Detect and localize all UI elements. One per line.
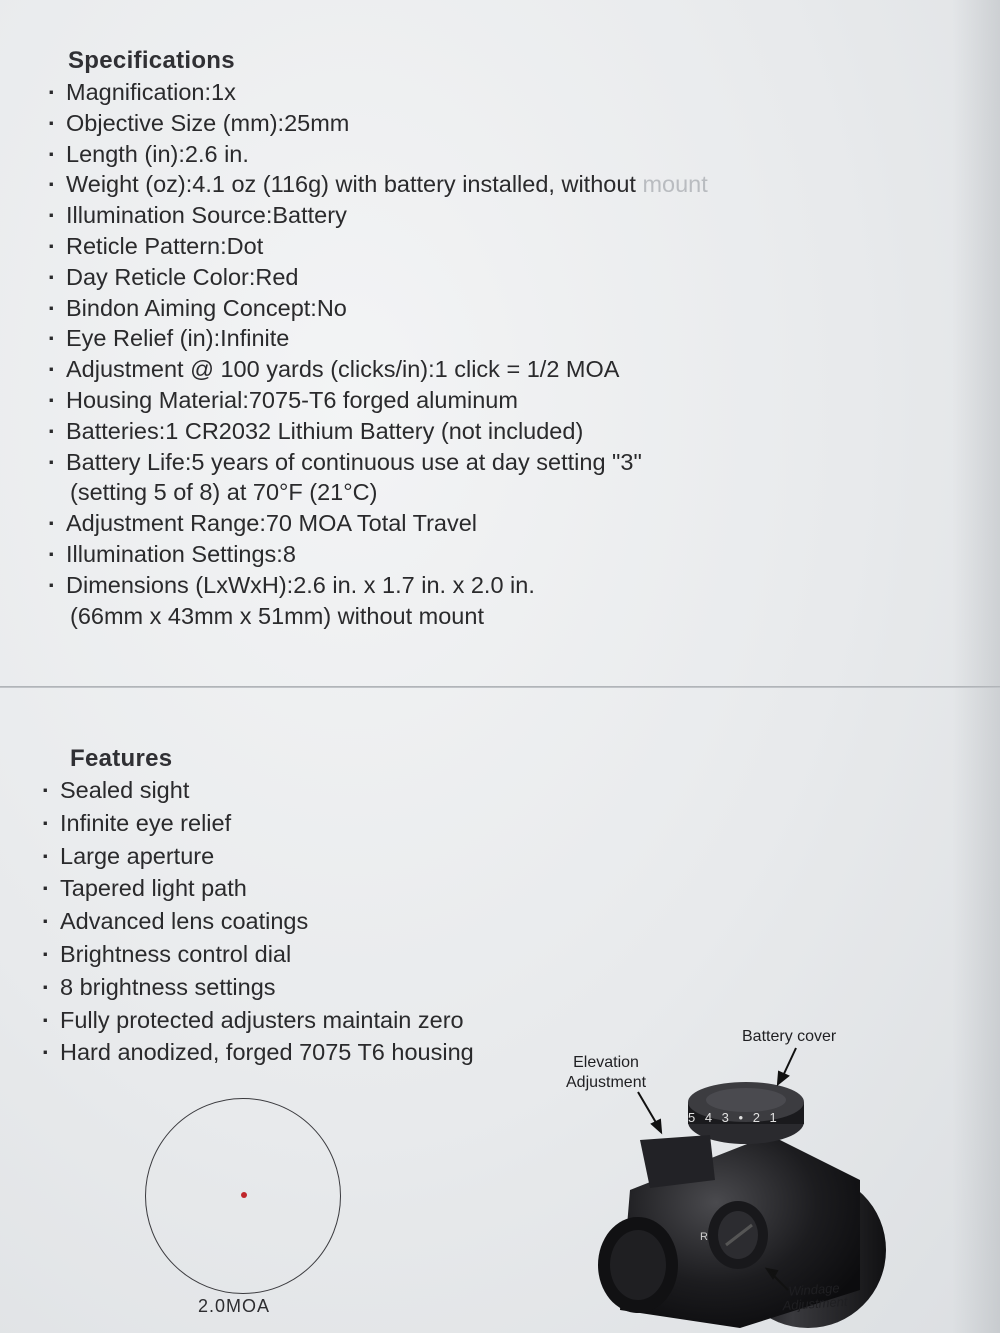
spec-item-continuation: (setting 5 of 8) at 70°F (21°C): [70, 479, 378, 506]
spec-item: [48, 447, 808, 509]
reticle-dot: [241, 1192, 247, 1198]
spec-item-text: Bindon Aiming Concept:No: [66, 294, 347, 321]
page-edge-shadow: [952, 0, 1000, 1333]
spec-item-text: Illumination Settings:8: [66, 540, 296, 567]
fold-line: [0, 686, 1000, 688]
feature-item-text: Brightness control dial: [60, 940, 292, 967]
side-letter: R: [700, 1231, 708, 1243]
elevation-turret: [640, 1135, 715, 1188]
spec-item: [48, 77, 808, 108]
spec-item-text: Length (in):2.6 in.: [66, 140, 249, 167]
feature-item: [42, 1036, 562, 1069]
spec-item-faded-text: mount: [642, 171, 708, 198]
spec-item: [48, 169, 808, 200]
feature-item-text: Hard anodized, forged 7075 T6 housing: [60, 1039, 474, 1066]
spec-item-text: Battery Life:5 years of continuous use at day setting "3": [66, 448, 642, 475]
spec-item-text: Dimensions (LxWxH):2.6 in. x 1.7 in. x 2.0 in.: [66, 571, 535, 598]
spec-item-text: Magnification:1x: [66, 79, 236, 105]
spec-item: [48, 231, 808, 262]
feature-item: [42, 840, 562, 873]
spec-item: [48, 508, 808, 539]
battery-cover-label: Battery cover: [742, 1028, 837, 1045]
spec-item: [48, 323, 808, 354]
spec-item-text: Adjustment Range:70 MOA Total Travel: [66, 510, 478, 537]
elevation-adjustment-label: Elevation Adjustment: [566, 1054, 647, 1091]
features-list: [42, 774, 562, 1069]
spec-item: [48, 108, 808, 139]
spec-item: [48, 570, 808, 632]
feature-item: [42, 774, 562, 807]
spec-item: [48, 139, 808, 170]
spec-item: [48, 200, 808, 231]
dial-numbers: 5 4 3 • 2 1: [688, 1110, 780, 1125]
feature-item-text: Tapered light path: [60, 875, 247, 902]
spec-item-text: Reticle Pattern:Dot: [66, 232, 264, 259]
feature-item: [42, 971, 562, 1004]
feature-item: [42, 807, 562, 840]
feature-item: [42, 938, 562, 971]
spec-item: [48, 539, 808, 570]
features-title: Features: [70, 745, 173, 772]
spec-item: [48, 354, 808, 385]
spec-item-text: Day Reticle Color:Red: [66, 263, 299, 290]
feature-item: [42, 1004, 562, 1037]
spec-item: [48, 262, 808, 293]
feature-item-text: Large aperture: [60, 842, 215, 869]
spec-item-text: Objective Size (mm):25mm: [66, 109, 350, 136]
spec-item-text: Eye Relief (in):Infinite: [66, 325, 290, 352]
spec-item-text: Adjustment @ 100 yards (clicks/in):1 click = 1/2 MOA: [66, 356, 620, 383]
feature-item-text: 8 brightness settings: [60, 973, 276, 1000]
windage-adjustment-label: Windage Adjustment: [782, 1280, 848, 1314]
spec-item-text: Weight (oz):4.1 oz (116g) with battery installed, without: [66, 171, 636, 198]
spec-item: [48, 385, 808, 416]
specifications-title: Specifications: [68, 47, 235, 74]
reticle-size-label: 2.0MOA: [198, 1296, 271, 1316]
spec-item-text: Housing Material:7075-T6 forged aluminum: [66, 386, 518, 413]
feature-item-text: Fully protected adjusters maintain zero: [60, 1006, 464, 1033]
elevation-arrow-head: [652, 1120, 661, 1132]
spec-item-continuation: (66mm x 43mm x 51mm) without mount: [70, 602, 484, 629]
spec-item: [48, 293, 808, 324]
specifications-list: [48, 77, 808, 631]
elevation-arrow-line: [638, 1092, 658, 1126]
spec-item-text: Illumination Source:Battery: [66, 202, 347, 229]
feature-item-text: Infinite eye relief: [60, 809, 232, 836]
feature-item: [42, 872, 562, 905]
battery-cover-arrow-head: [778, 1072, 788, 1084]
feature-item-text: Sealed sight: [60, 777, 190, 803]
spec-item-text: Batteries:1 CR2032 Lithium Battery (not included): [66, 417, 584, 444]
spec-item: [48, 416, 808, 447]
feature-item-text: Advanced lens coatings: [60, 908, 309, 935]
feature-item: [42, 905, 562, 938]
